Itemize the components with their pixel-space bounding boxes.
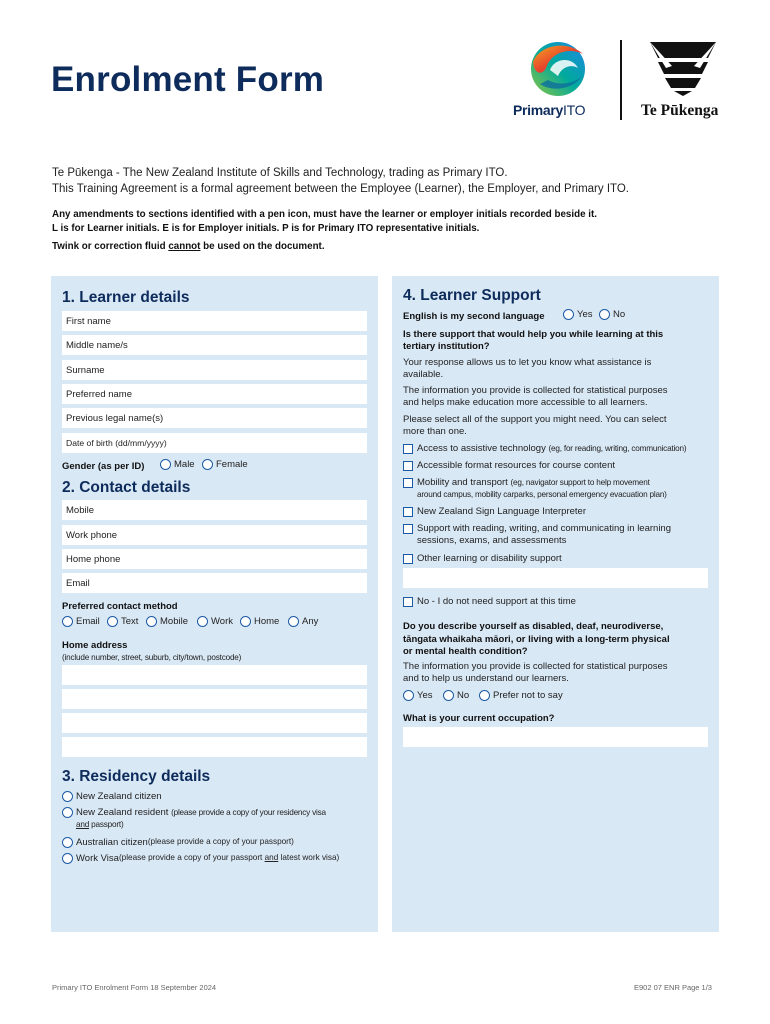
gender-label: Gender (as per ID) xyxy=(62,461,145,472)
previous-legal-name-field[interactable]: Previous legal name(s) xyxy=(62,408,367,428)
footer-left: Primary ITO Enrolment Form 18 September 2024 xyxy=(52,983,217,992)
select-note: Please select all of the support you might need. You can select more than one. xyxy=(403,414,667,437)
checkbox-icon[interactable] xyxy=(403,444,413,454)
radio-icon[interactable] xyxy=(240,616,251,627)
radio-icon[interactable] xyxy=(202,459,213,470)
residency-work-visa-option[interactable]: Work Visa (please provide a copy of your passport and latest work visa) xyxy=(62,852,339,864)
rules-line-1: Any amendments to sections identified with a pen icon, must have the learner or employer initials recorded beside it. xyxy=(52,209,597,220)
te-pukenga-logo xyxy=(638,40,730,122)
home-address-label: Home address xyxy=(62,640,128,651)
radio-icon[interactable] xyxy=(62,853,73,864)
intro-line-2: This Training Agreement is a formal agreement between the Employee (Learner), the Employer, and Primary ITO. xyxy=(52,182,629,195)
contact-text-option[interactable]: Text xyxy=(107,616,138,627)
learner-support-heading: 4. Learner Support xyxy=(403,287,541,304)
gender-female-option[interactable]: Female xyxy=(202,459,248,470)
learner-details-heading: 1. Learner details xyxy=(62,289,190,306)
contact-mobile-option[interactable]: Mobile xyxy=(146,616,188,627)
primary-ito-swirl-icon xyxy=(528,40,588,98)
intro-text xyxy=(52,166,629,197)
radio-icon[interactable] xyxy=(197,616,208,627)
page-title: Enrolment Form xyxy=(51,60,325,99)
radio-icon[interactable] xyxy=(62,837,73,848)
checkbox-icon[interactable] xyxy=(403,461,413,471)
response-note: Your response allows us to let you know what assistance is available. xyxy=(403,357,652,380)
radio-icon[interactable] xyxy=(443,690,454,701)
radio-icon[interactable] xyxy=(107,616,118,627)
second-language-label: English is my second language xyxy=(403,311,545,322)
twink-rule: Twink or correction fluid cannot be used on the document. xyxy=(52,241,325,252)
statistical-note: The information you provide is collected for statistical purposes and helps make education more accessible to all learners. xyxy=(403,385,668,408)
residency-nz-resident-option[interactable]: New Zealand resident (please provide a copy of your residency visa and passport) xyxy=(62,807,326,831)
work-phone-field[interactable]: Work phone xyxy=(62,525,367,545)
second-language-yes-option[interactable]: Yes xyxy=(563,309,593,320)
footer-page-number: E902 07 ENR Page 1/3 xyxy=(634,983,712,992)
support-question: Is there support that would help you while learning at this tertiary institution? xyxy=(403,329,664,352)
checkbox-icon[interactable] xyxy=(403,554,413,564)
middle-name-field[interactable]: Middle name/s xyxy=(62,335,367,355)
radio-icon[interactable] xyxy=(479,690,490,701)
mobile-field[interactable]: Mobile xyxy=(62,500,367,520)
address-line-3[interactable] xyxy=(62,713,367,733)
address-line-4[interactable] xyxy=(62,737,367,757)
statistical-note-2: The information you provide is collected for statistical purposes and to help us understand our learners. xyxy=(403,661,668,684)
contact-email-option[interactable]: Email xyxy=(62,616,100,627)
residency-nz-citizen-option[interactable]: New Zealand citizen xyxy=(62,791,162,802)
amendment-rules xyxy=(52,208,597,236)
contact-details-heading: 2. Contact details xyxy=(62,479,191,496)
checkbox-icon[interactable] xyxy=(403,524,413,534)
occupation-input[interactable] xyxy=(403,727,708,747)
radio-icon[interactable] xyxy=(563,309,574,320)
checkbox-icon[interactable] xyxy=(403,507,413,517)
preferred-contact-label: Preferred contact method xyxy=(62,601,178,612)
dob-label: Date of birth (dd/mm/yyyy) xyxy=(66,438,167,448)
radio-icon[interactable] xyxy=(62,807,73,818)
radio-icon[interactable] xyxy=(288,616,299,627)
preferred-name-field[interactable]: Preferred name xyxy=(62,384,367,404)
disability-prefer-not-option[interactable]: Prefer not to say xyxy=(479,690,563,701)
contact-work-option[interactable]: Work xyxy=(197,616,233,627)
primary-ito-wordmark: PrimaryITO xyxy=(513,102,586,118)
residency-heading: 3. Residency details xyxy=(62,768,211,785)
occupation-label: What is your current occupation? xyxy=(403,713,555,724)
logo-divider xyxy=(620,40,622,120)
address-line-1[interactable] xyxy=(62,665,367,685)
other-support-input[interactable] xyxy=(403,568,708,588)
first-name-field[interactable]: First name xyxy=(62,311,367,331)
radio-icon[interactable] xyxy=(62,616,73,627)
disability-yes-option[interactable]: Yes xyxy=(403,690,433,701)
home-phone-field[interactable]: Home phone xyxy=(62,549,367,569)
home-address-hint: (include number, street, suburb, city/town, postcode) xyxy=(62,653,242,662)
checkbox-icon[interactable] xyxy=(403,597,413,607)
surname-field[interactable]: Surname xyxy=(62,360,367,380)
te-pukenga-emblem-icon xyxy=(648,40,718,96)
contact-home-option[interactable]: Home xyxy=(240,616,279,627)
radio-icon[interactable] xyxy=(160,459,171,470)
residency-australian-option[interactable]: Australian citizen (please provide a copy of your passport) xyxy=(62,836,294,848)
contact-any-option[interactable]: Any xyxy=(288,616,318,627)
disability-no-option[interactable]: No xyxy=(443,690,469,701)
address-line-2[interactable] xyxy=(62,689,367,709)
checkbox-icon[interactable] xyxy=(403,478,413,488)
date-of-birth-field[interactable] xyxy=(62,433,367,453)
te-pukenga-wordmark: Te Pūkenga xyxy=(641,102,719,119)
radio-icon[interactable] xyxy=(62,791,73,802)
radio-icon[interactable] xyxy=(146,616,157,627)
primary-ito-logo xyxy=(510,40,602,122)
email-field[interactable]: Email xyxy=(62,573,367,593)
radio-icon[interactable] xyxy=(403,690,414,701)
radio-icon[interactable] xyxy=(599,309,610,320)
rules-line-2: L is for Learner initials. E is for Employer initials. P is for Primary ITO representative initials. xyxy=(52,222,480,234)
gender-male-option[interactable]: Male xyxy=(160,459,195,470)
intro-line-1: Te Pūkenga - The New Zealand Institute of Skills and Technology, trading as Primary ITO. xyxy=(52,167,508,179)
second-language-no-option[interactable]: No xyxy=(599,309,625,320)
disability-question: Do you describe yourself as disabled, deaf, neurodiverse, tāngata whaikaha māori, or living with a long-term physical or mental health condition? xyxy=(403,621,670,657)
